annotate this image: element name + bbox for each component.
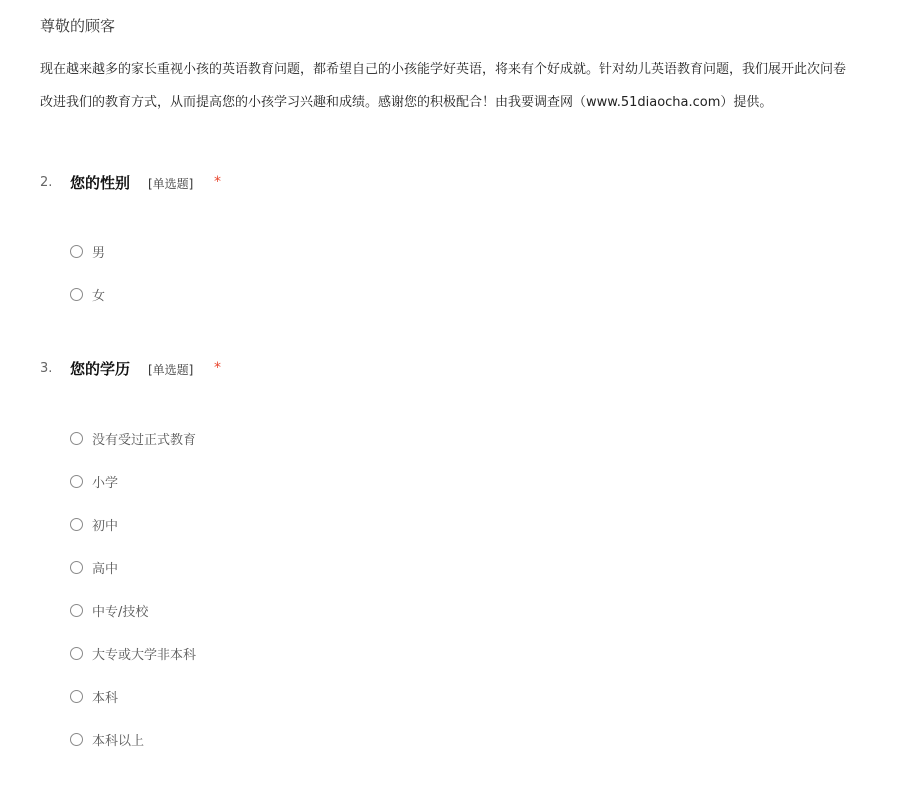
option-education-none[interactable] [70, 429, 196, 447]
radio-button[interactable] [70, 475, 83, 488]
required-asterisk: * [214, 174, 221, 190]
option-gender-female[interactable] [70, 285, 105, 303]
option-gender-male[interactable] [70, 242, 105, 260]
greeting-text: 尊敬的顾客 [40, 17, 116, 35]
question-number: 3. [40, 361, 53, 376]
intro-paragraph-line-2: 改进我们的教育方式，从而提高您的小孩学习兴趣和成绩。感谢您的积极配合！由我要调查网（www.51diaocha.com）提供。 [40, 95, 773, 110]
option-education-senior-high[interactable] [70, 558, 118, 576]
option-label: 大专或大学非本科 [92, 647, 197, 663]
option-label: 小学 [92, 475, 119, 491]
question-title: 您的学历 [70, 360, 131, 378]
radio-button[interactable] [70, 432, 83, 445]
radio-button[interactable] [70, 647, 83, 660]
option-education-junior-high[interactable] [70, 515, 118, 533]
option-education-above-bachelor[interactable] [70, 730, 144, 748]
intro-paragraph-line-1: 现在越来越多的家长重视小孩的英语教育问题，都希望自己的小孩能学好英语，将来有个好成就。针对幼儿英语教育问题，我们展开此次问卷 [40, 62, 847, 77]
radio-button[interactable] [70, 690, 83, 703]
option-label: 高中 [92, 561, 119, 577]
radio-button[interactable] [70, 288, 83, 301]
option-label: 女 [92, 288, 106, 304]
option-education-vocational[interactable] [70, 601, 148, 619]
radio-button[interactable] [70, 733, 83, 746]
question-title: 您的性别 [70, 174, 131, 192]
option-label: 男 [92, 245, 106, 261]
radio-button[interactable] [70, 604, 83, 617]
question-number: 2. [40, 175, 53, 190]
radio-button[interactable] [70, 518, 83, 531]
option-label: 没有受过正式教育 [92, 432, 197, 448]
option-label: 本科 [92, 690, 119, 706]
option-label: 中专/技校 [92, 604, 149, 620]
required-asterisk: * [214, 360, 221, 376]
option-education-college[interactable] [70, 644, 196, 662]
radio-button[interactable] [70, 561, 83, 574]
radio-button[interactable] [70, 245, 83, 258]
question-type-label: [单选题] [148, 177, 194, 191]
option-education-bachelor[interactable] [70, 687, 118, 705]
option-label: 初中 [92, 518, 119, 534]
option-education-primary[interactable] [70, 472, 118, 490]
option-label: 本科以上 [92, 733, 145, 749]
question-type-label: [单选题] [148, 363, 194, 377]
